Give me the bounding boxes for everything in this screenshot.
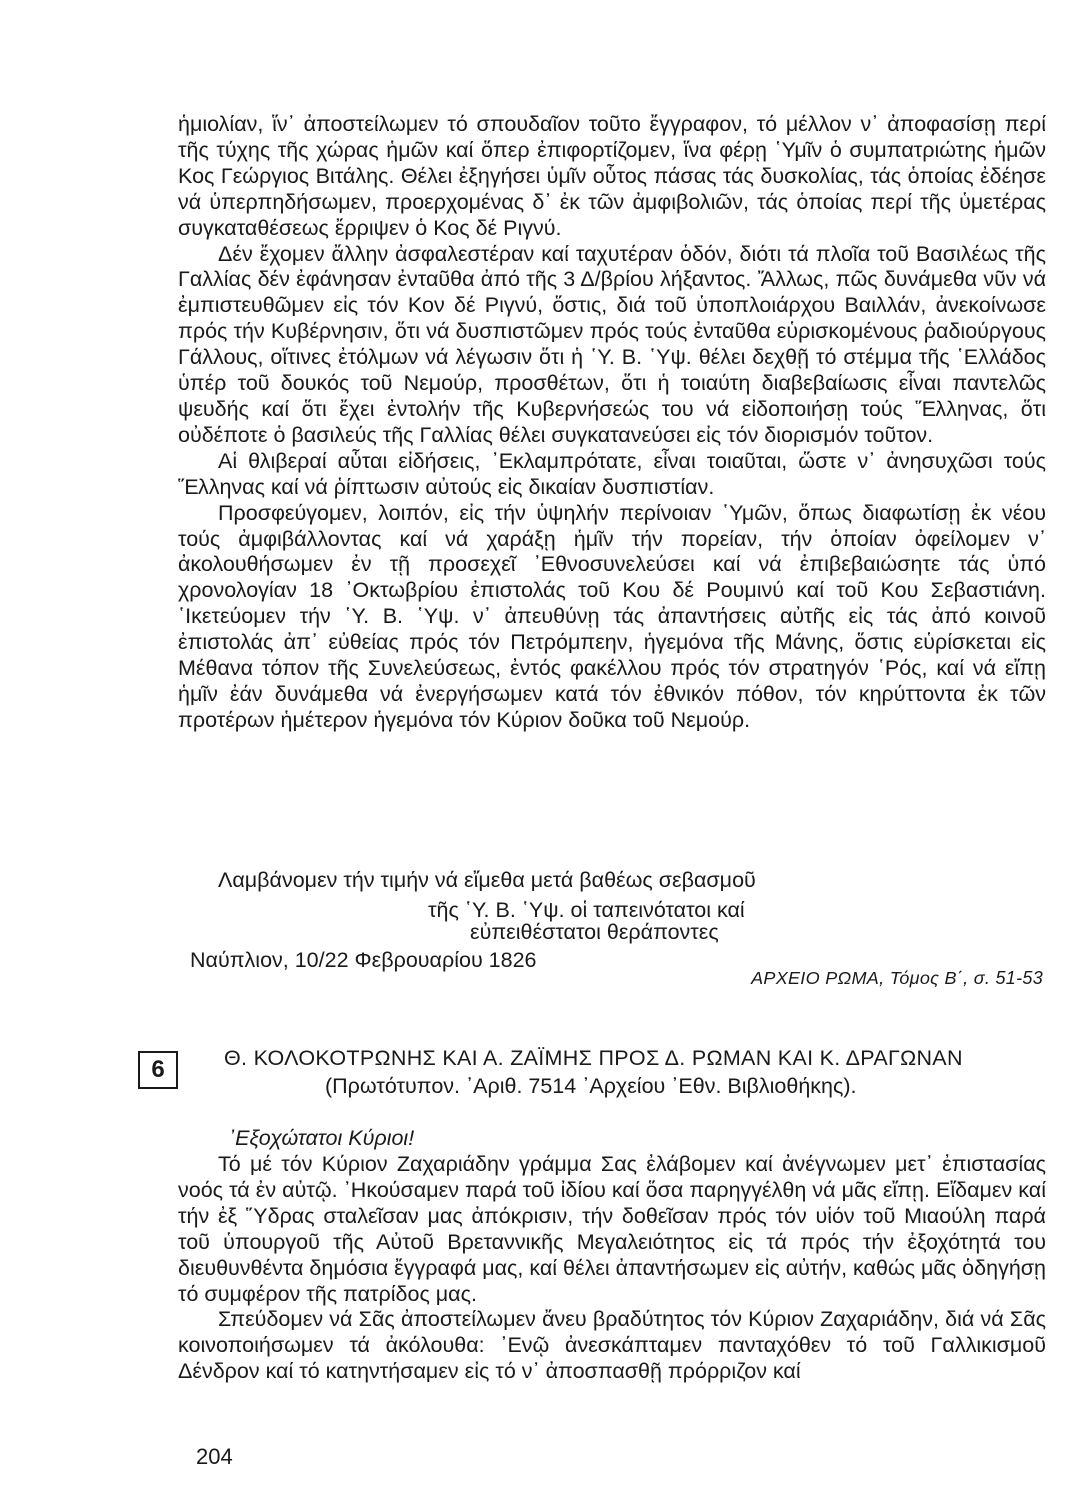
document-paragraph: Σπεύδομεν νά Σᾶς ἀποστείλωμεν ἄνευ βραδύτητος τόν Κύριον Ζαχαριάδην, διά νά Σᾶς κοινοποιήσωμεν τά ἀκόλουθα: ᾽Ενῷ ἀνεσκάπταμεν πανταχόθεν τό τοῦ Γαλλικισμοῦ Δένδρον καί τό κατηντήσαμεν εἰς τό ν᾽ ἀποσπασθῇ πρόρριζον καί [178, 1307, 1046, 1384]
document-number-badge: 6 [138, 1051, 178, 1089]
letter-paragraph: Δέν ἔχομεν ἄλλην ἀσφαλεστέραν καί ταχυτέραν ὁδόν, διότι τά πλοῖα τοῦ Βασιλέως τῆς Γαλλίας δέν ἐφάνησαν ἐνταῦθα ἀπό τῆς 3 Δ/βρίου λήξαντος. Ἄλλως, πῶς δυνάμεθα νῦν νά ἐμπιστευθῶμεν εἰς τόν Κον δέ Ριγνύ, ὅστις, διά τοῦ ὑποπλοιάρχου Βαιλλάν, ἀνεκοίνωσε πρός τήν Κυβέρνησιν, ὅτι νά δυσπιστῶμεν πρός τούς ἐνταῦθα εὑρισκομένους ῥαδιούργους Γάλλους, οἵτινες ἐτόλμων νά λέγωσιν ὅτι ἡ ῾Υ. Β. ῾Υψ. θέλει δεχθῇ τό στέμμα τῆς ῾Ελλάδος ὑπέρ τοῦ δουκός τοῦ Νεμούρ, προσθέτων, ὅτι ἡ τοιαύτη διαβεβαίωσις εἶναι παντελῶς ψευδής καί ὅτι ἔχει ἐντολήν τῆς Κυβερνήσεώς του νά εἰδοποιήσῃ τούς Ἕλληνας, ὅτι οὐδέποτε ὁ βασιλεύς τῆς Γαλλίας θέλει συγκατανεύσει εἰς τόν διορισμόν τοῦτον. [178, 241, 1046, 447]
document-paragraph: Τό μέ τόν Κύριον Ζαχαριάδην γράμμα Σας ἐλάβομεν καί ἀνέγνωμεν μετ᾽ ἐπιστασίας νοός τά ἐν αὐτῷ. ᾽Ηκούσαμεν παρά τοῦ ἰδίου καί ὅσα παρηγγέλθη νά μᾶς εἴπῃ. Εἴδαμεν καί τήν ἐξ Ὕδρας σταλεῖσαν μας ἀπόκρισιν, τήν δοθεῖσαν πρός τόν υἱόν τοῦ Μιαούλη παρά τοῦ ὑπουργοῦ τῆς Αὐτοῦ Βρεταννικῆς Μεγαλειότητος εἰς τά πρός τήν ἐξοχότητά του διευθυνθέντα δημόσια ἔγγραφά μας, καί θέλει ἀπαντήσωμεν εἰς αὐτήν, καθώς μᾶς ὁδηγήσῃ τό συμφέρον τῆς πατρίδος μας. [178, 1152, 1046, 1306]
salutation: ᾽Εξοχώτατοι Κύριοι! [228, 1126, 415, 1150]
document-title: Θ. ΚΟΛΟΚΟΤΡΩΝΗΣ ΚΑΙ Α. ΖΑΪΜΗΣ ΠΡΟΣ Δ. ΡΩΜΑΝ ΚΑΙ Κ. ΔΡΑΓΩΝΑΝ [224, 1046, 963, 1070]
signature-line: τῆς ῾Υ. Β. ῾Υψ. οἱ ταπεινότατοι καί [428, 898, 745, 922]
place-date: Ναύπλιον, 10/22 Φεβρουαρίου 1826 [190, 948, 537, 972]
letter-paragraph: Προσφεύγομεν, λοιπόν, εἰς τήν ὑψηλήν περίνοιαν ῾Υμῶν, ὅπως διαφωτίσῃ ἐκ νέου τούς ἀμφιβάλλοντας καί νά χαράξῃ ἡμῖν τήν πορείαν, τήν ὁποίαν ὀφείλομεν ν᾽ ἀκολουθήσωμεν ἐν τῇ προσεχεῖ ᾽Εθνοσυνελεύσει καί νά ἐπιβεβαιώσητε τάς ὑπό χρονολογίαν 18 ᾽Οκτωβρίου ἐπιστολάς τοῦ Κου δέ Ρουμινύ καί τοῦ Κου Σεβαστιάνη. ῾Ικετεύομεν τήν ῾Υ. Β. ῾Υψ. ν᾽ ἀπευθύνῃ τάς ἀπαντήσεις αὐτῆς εἰς τάς ἀπό κοινοῦ ἐπιστολάς ἀπ᾽ εὐθείας πρός τόν Πετρόμπεην, ἡγεμόνα τῆς Μάνης, ὅστις εὑρίσκεται εἰς Μέθανα τόπον τῆς Συνελεύσεως, ἐντός φακέλλου πρός τόν στρατηγόν ῾Ρός, καί νά εἴπῃ ἡμῖν ἐάν δυνάμεθα νά ἐνεργήσωμεν κατά τόν ἐθνικόν πόθον, τόν κηρύττοντα ἐκ τῶν προτέρων ἡμέτερον ἡγεμόνα τόν Κύριον δοῦκα τοῦ Νεμούρ. [178, 500, 1046, 732]
page-number: 204 [196, 1444, 233, 1469]
letter-body [178, 112, 1046, 734]
letter-paragraph: Αἱ θλιβεραί αὗται εἰδήσεις, ᾽Εκλαμπρότατε, εἶναι τοιαῦται, ὥστε ν᾽ ἀνησυχῶσι τούς Ἕλληνας καί νά ῥίπτωσιν αὐτούς εἰς δικαίαν δυσπιστίαν. [178, 448, 1046, 499]
signature-line: εὐπειθέστατοι θεράποντες [470, 920, 719, 944]
letter-closing: Λαμβάνομεν τήν τιμήν νά εἴμεθα μετά βαθέως σεβασμοῦ [218, 868, 756, 892]
document-body [178, 1152, 1046, 1385]
source-citation: ΑΡΧΕΙΟ ΡΩΜΑ, Τόμος Β΄, σ. 51-53 [751, 968, 1043, 988]
document-subtitle: (Πρωτότυπον. ᾽Αριθ. 7514 ᾽Αρχείου ᾽Εθν. Βιβλιοθήκης). [325, 1074, 857, 1098]
letter-paragraph: ἡμιολίαν, ἵν᾽ ἀποστείλωμεν τό σπουδαῖον τοῦτο ἔγγραφον, τό μέλλον ν᾽ ἀποφασίσῃ περί τῆς τύχης τῆς χώρας ἡμῶν καί ὅπερ ἐπιφορτίζομεν, ἵνα φέρῃ ῾Υμῖν ὁ συμπατριώτης ἡμῶν Κος Γεώργιος Βιτάλης. Θέλει ἐξηγήσει ὑμῖν οὗτος πάσας τάς δυσκολίας, τάς ὁποίας ἐδέησε νά ὑπερπηδήσωμεν, προερχομένας δ᾽ ἐκ τῶν ἀμφιβολιῶν, τάς ὁποίας περί τῆς ὑμετέρας συγκαταθέσεως ἔρριψεν ὁ Κος δέ Ριγνύ. [178, 112, 1046, 240]
